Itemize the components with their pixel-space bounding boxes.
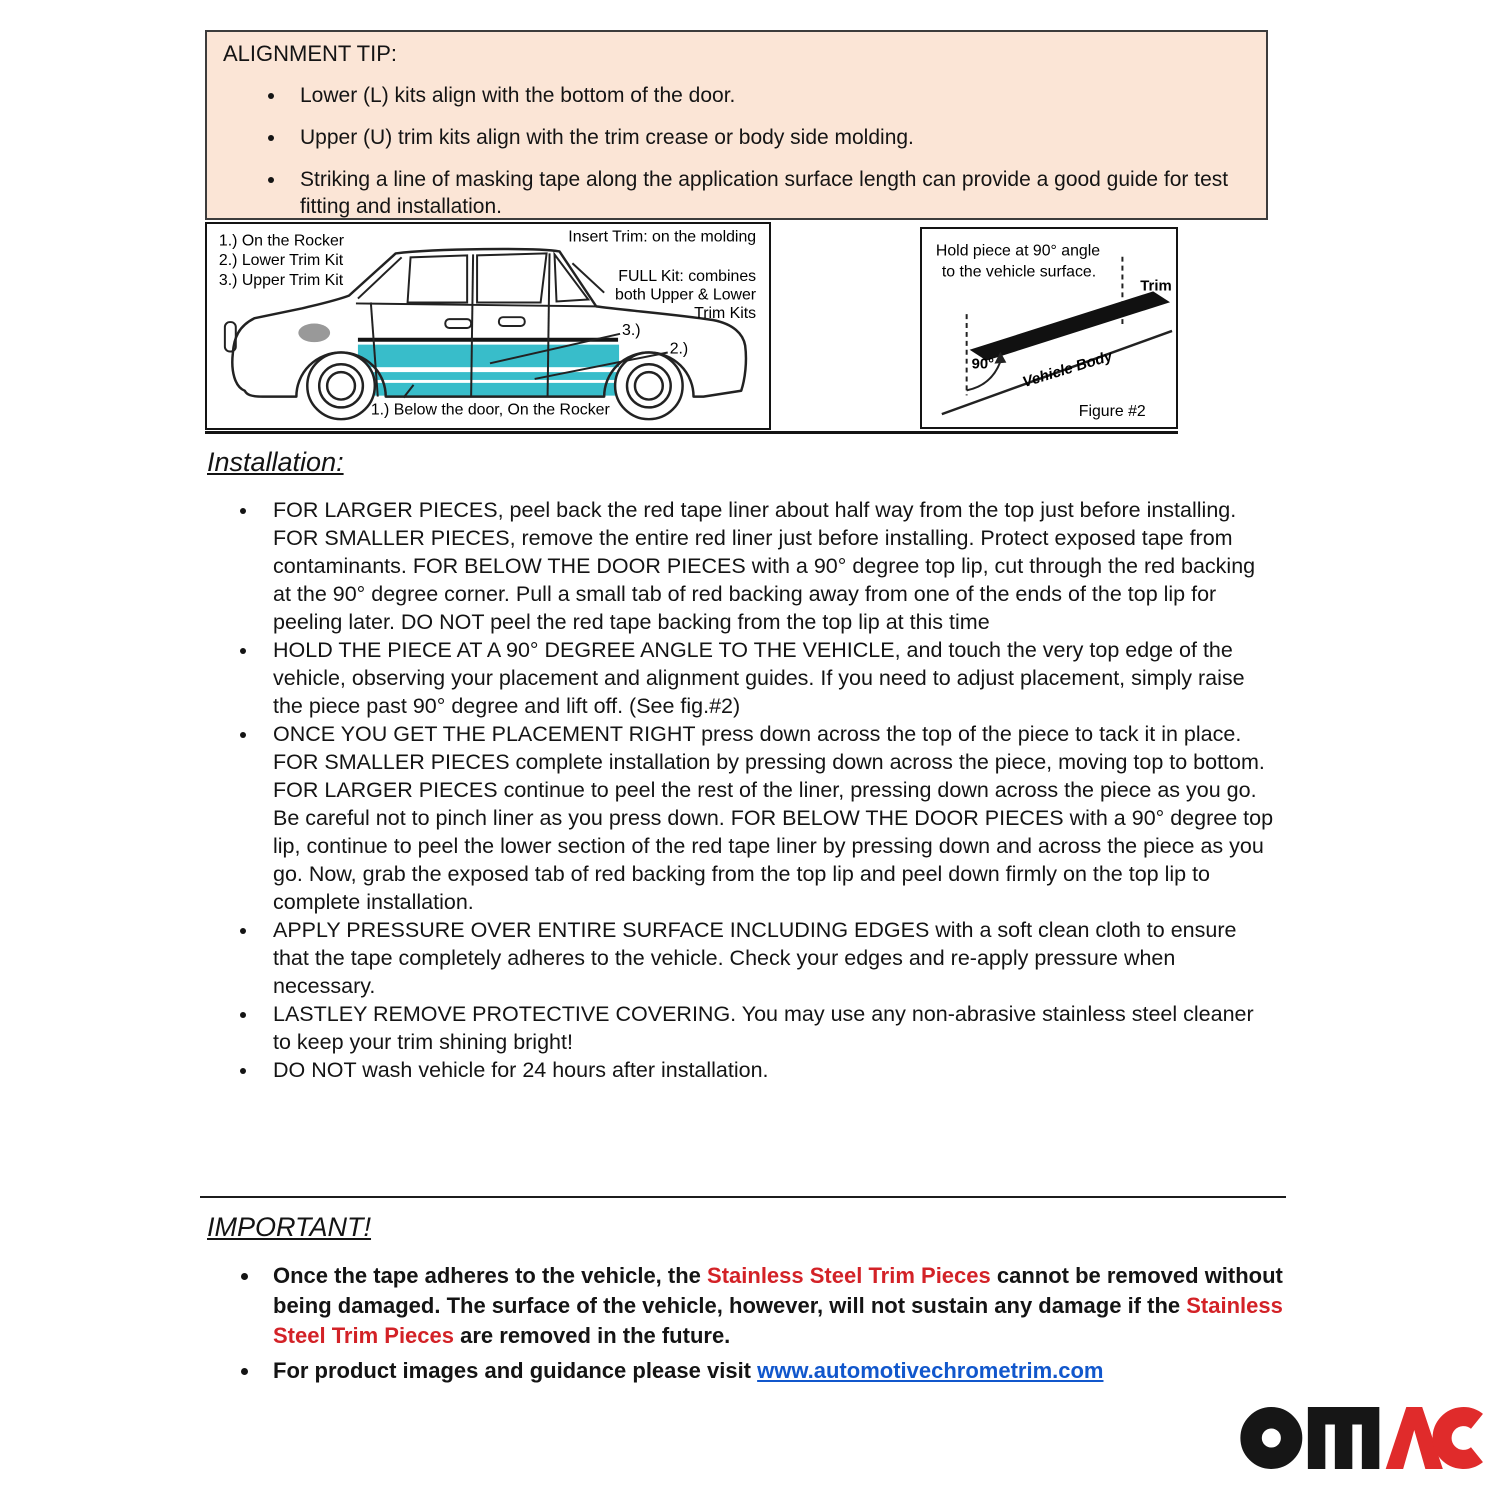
important-bullet-1: [261, 1261, 1300, 1351]
tip-bullet-1: • Lower (L) kits align with the bottom of the door.: [287, 82, 1248, 109]
fig2-angle-label: 90°: [971, 356, 995, 373]
fig2-caption-line-2: to the vehicle surface.: [941, 263, 1097, 281]
omac-logo-graphic: [1238, 1390, 1500, 1486]
full-kit-note-line-3: Trim Kits: [694, 305, 757, 323]
installation-bullet-4: • APPLY PRESSURE OVER ENTIRE SURFACE INCLUDING EDGES with a soft clean cloth to ensure that the tape completely adheres to the vehicle. Check your edges and re-apply pressure when necessary.: [259, 916, 1275, 1000]
text-segment: Once the tape adheres to the vehicle, the: [273, 1263, 708, 1288]
website-link[interactable]: www.automotivechrometrim.com: [757, 1358, 1104, 1383]
installation-bullet-6: • DO NOT wash vehicle for 24 hours after installation.: [259, 1056, 1275, 1084]
stripe-label-1: 1.) Below the door, On the Rocker: [370, 401, 610, 419]
omac-logo: [1238, 1390, 1500, 1486]
full-kit-note-line-1: FULL Kit: combines: [618, 267, 757, 285]
door-handle-front: [445, 319, 471, 328]
stripe-label-2: 2.): [669, 340, 689, 358]
door-handle-rear: [499, 317, 525, 326]
trim-stripe-upper: [358, 345, 619, 368]
text-segment: Stainless Steel Trim Pieces: [273, 1293, 1283, 1348]
car-legend-line-3: 3.) Upper Trim Kit: [218, 271, 344, 289]
installation-section: [205, 447, 1275, 1084]
installation-bullet-1: • FOR LARGER PIECES, peel back the red tape liner about half way from the top just before installing. FOR SMALLER PIECES, remove the entire red liner just before installing. Protect exposed tape from contaminants. FOR BELOW THE DOOR PIECES with a 90° degree top lip, cut through the red backing at the 90° degree corner. Pull a small tab of red backing away from one of the ends of the top lip for peeling later. DO NOT peel the red tape backing from the top lip at this time: [259, 496, 1275, 636]
fig2-trim-label: Trim: [1140, 278, 1172, 295]
rear-door-window: [477, 253, 547, 302]
fender-detail: [298, 324, 330, 343]
logo-letter-o: [1251, 1418, 1291, 1458]
section-divider: [200, 1196, 1286, 1198]
full-kit-note-line-2: both Upper & Lower: [614, 286, 757, 304]
fig2-body-label: Vehicle Body: [1020, 348, 1115, 391]
trim-panel: [970, 291, 1170, 360]
installation-bullet-5: • LASTLEY REMOVE PROTECTIVE COVERING. You may use any non-abrasive stainless steel cleaner to keep your trim shining bright!: [259, 1000, 1275, 1056]
text-segment: For product images and guidance please visit: [273, 1358, 758, 1383]
important-bullet-2: [261, 1356, 1300, 1386]
tip-bullet-2: • Upper (U) trim kits align with the trim crease or body side molding.: [287, 124, 1248, 151]
car-legend-line-2: 2.) Lower Trim Kit: [218, 252, 344, 270]
alignment-tip-list: [223, 82, 1248, 220]
front-wheel: [307, 352, 375, 419]
installation-list: [205, 496, 1275, 1084]
fig2-caption-line-1: Hold piece at 90° angle: [935, 242, 1101, 260]
logo-letter-c: [1442, 1417, 1477, 1460]
tip-bullet-3: • Striking a line of masking tape along the application surface length can provide a good guide for test fitting and installation.: [287, 166, 1248, 220]
installation-bullet-3: • ONCE YOU GET THE PLACEMENT RIGHT press down across the top of the piece to tack it in place. FOR SMALLER PIECES complete installation by pressing down across the piece, moving top to bottom. FOR LARGER PIECES continue to peel the rest of the liner, pressing down across the piece as you go. Be careful not to pinch liner as you press down. FOR BELOW THE DOOR PIECES with a 90° degree top lip, continue to peel the lower section of the red tape liner by pressing down and across the piece as you go. Now, grab the exposed tab of red backing from the top lip and peel down firmly on the top lip to complete installation.: [259, 720, 1275, 916]
figures-underline: [205, 431, 1178, 434]
car-diagram: [207, 224, 769, 428]
important-heading: IMPORTANT!: [207, 1212, 372, 1242]
alignment-tip-title: ALIGNMENT TIP:: [223, 41, 398, 66]
car-trim-figure: [205, 222, 771, 430]
quarter-window: [555, 254, 589, 301]
logo-letter-m: [1308, 1407, 1379, 1469]
installation-bullet-2: • HOLD THE PIECE AT A 90° DEGREE ANGLE TO THE VEHICLE, and touch the very top edge of the vehicle, observing your placement and alignment guides. If you need to adjust placement, simply raise the piece past 90° degree and lift off. (See fig.#2): [259, 636, 1275, 720]
figure2-diagram: [922, 229, 1176, 427]
stripe-label-3: 3.): [622, 321, 641, 339]
rear-wheel: [615, 352, 683, 419]
text-segment: are removed in the future.: [454, 1323, 731, 1348]
beltline: [356, 303, 596, 306]
windshield-line: [358, 257, 402, 298]
alignment-tip-box: [205, 30, 1268, 220]
front-door-window: [408, 255, 468, 302]
trim-stripe-middle: [358, 372, 619, 380]
insert-trim-note: Insert Trim: on the molding: [568, 228, 757, 246]
important-list: [205, 1261, 1300, 1386]
text-segment: Stainless Steel Trim Pieces: [707, 1263, 991, 1288]
important-section: [205, 1212, 1300, 1391]
figure2-box: [920, 227, 1178, 429]
car-legend-line-1: 1.) On the Rocker: [218, 232, 345, 250]
fig2-figure-label: Figure #2: [1078, 403, 1146, 421]
text-segment: cannot be removed without being damaged. The surface of the vehicle, however, will not sustain any damage if the: [273, 1263, 1283, 1318]
installation-heading: Installation:: [207, 447, 344, 477]
